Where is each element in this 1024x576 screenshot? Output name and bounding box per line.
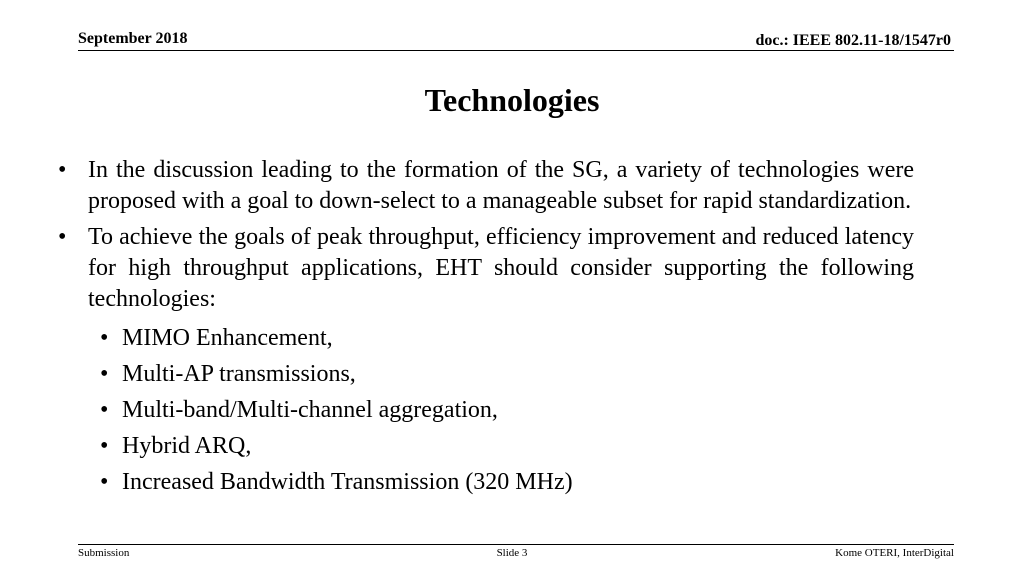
bullet-item — [58, 155, 914, 217]
sub-bullet-item — [58, 464, 914, 500]
footer-submission: Submission — [78, 547, 130, 559]
sub-bullet-item — [58, 428, 914, 464]
bullet-marker: • — [58, 224, 67, 250]
sub-bullet-list — [58, 320, 914, 500]
sub-bullet-text: Hybrid ARQ, — [122, 433, 252, 459]
footer-author: Kome OTERI, InterDigital — [835, 547, 954, 559]
header-date: September 2018 — [78, 30, 188, 47]
sub-bullet-item — [58, 392, 914, 428]
slide-title: Technologies — [424, 82, 600, 118]
sub-bullet-text: Increased Bandwidth Transmission (320 MHz) — [122, 469, 573, 495]
sub-bullet-item — [58, 320, 914, 356]
header-divider — [78, 50, 954, 51]
sub-bullet-marker: • — [100, 397, 109, 423]
footer-slide-number: Slide 3 — [496, 547, 528, 559]
bullet-item — [58, 222, 914, 315]
sub-bullet-marker: • — [100, 361, 109, 387]
footer-divider — [78, 544, 954, 545]
sub-bullet-text: MIMO Enhancement, — [122, 325, 333, 351]
sub-bullet-marker: • — [100, 325, 109, 351]
sub-bullet-text: Multi-band/Multi-channel aggregation, — [122, 397, 498, 423]
header-doc-id: doc.: IEEE 802.11-18/1547r0 — [755, 32, 951, 49]
bullet-text: In the discussion leading to the formation of the SG, a variety of technologies were proposed with a goal to down-select to a manageable subset for rapid standardization. — [88, 157, 914, 214]
bullet-text: To achieve the goals of peak throughput, efficiency improvement and reduced latency for high throughput applications, EHT should consider supporting the following technologies: — [88, 224, 914, 312]
sub-bullet-marker: • — [100, 433, 109, 459]
bullet-marker: • — [58, 157, 67, 183]
sub-bullet-item — [58, 356, 914, 392]
sub-bullet-marker: • — [100, 469, 109, 495]
slide-body — [58, 155, 914, 500]
sub-bullet-text: Multi-AP transmissions, — [122, 361, 356, 387]
